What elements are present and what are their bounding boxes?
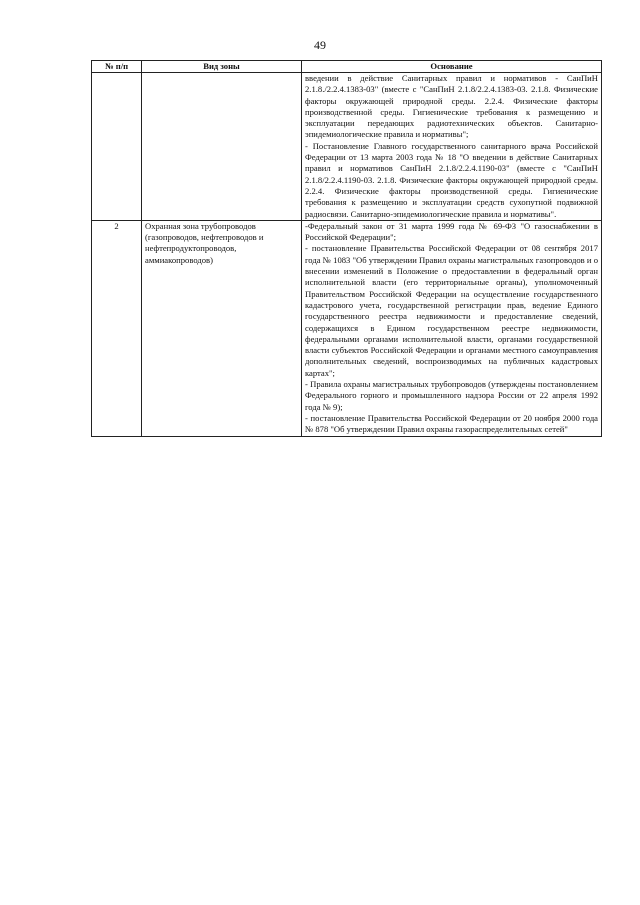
row-basis — [302, 220, 602, 436]
row-basis — [302, 73, 602, 221]
basis-paragraph: - Правила охраны магистральных трубопроводов (утверждены постановлением Федерального горного и промышленного надзора России от 22 апреля 1992 года № 9); — [305, 379, 598, 412]
row-zone-type — [142, 73, 302, 221]
row-number: 2 — [92, 220, 142, 436]
header-number: № п/п — [92, 61, 142, 73]
table-header-row — [92, 61, 602, 73]
basis-paragraph: -Федеральный закон от 31 марта 1999 года № 69-ФЗ "О газоснабжении в Российской Федерации"; — [305, 220, 598, 243]
zones-table — [91, 60, 602, 437]
table-row — [92, 220, 602, 436]
table-row — [92, 73, 602, 221]
basis-paragraph: - постановление Правительства Российской Федерации от 20 ноября 2000 года № 878 "Об утверждении Правил охраны газораспределительных сетей" — [305, 412, 598, 435]
header-basis: Основание — [302, 61, 602, 73]
basis-paragraph: - постановление Правительства Российской Федерации от 08 сентября 2017 года № 1083 "Об утверждении Правил охраны магистральных газопроводов и о внесении изменений в Положение о предоставлении в федеральный орган исполнительной власти (его территориальные органы), уполномоченный Правительством Российской Федерации на осуществление государственного кадастрового учета, государственной регистрации прав, ведение Единого государственного реестра недвижимости и предоставление сведений, содержащихся в Едином государственном реестре недвижимости, федеральными органами исполнительной власти, органами государственной власти субъектов Российской Федерации и органами местного самоуправления дополнительных сведений, воспроизводимых на публичных кадастровых картах"; — [305, 243, 598, 378]
page-number: 49 — [314, 38, 326, 52]
row-number — [92, 73, 142, 221]
header-zone-type: Вид зоны — [142, 61, 302, 73]
row-zone-type: Охранная зона трубопроводов (газопроводов, нефтепроводов и нефтепродуктопроводов, аммиакопроводов) — [142, 220, 302, 436]
basis-paragraph: - Постановление Главного государственного санитарного врача Российской Федерации от 13 марта 2003 года № 18 "О введении в действие Санитарных правил и нормативов СанПиН 2.1.8/2.2.4.1190-03" (вместе с "СанПиН 2.1.8/2.2.4.1190-03. 2.1.8. Физические факторы окружающей природной среды. 2.2.4. Физические факторы производственной среды. Гигиенические требования к размещению и эксплуатации средств сухопутной подвижной радиосвязи. Санитарно-эпидемиологические правила и нормативы". — [305, 140, 598, 219]
basis-paragraph: введении в действие Санитарных правил и нормативов - СанПиН 2.1.8./2.2.4.1383-03" (вместе с "СанПиН 2.1.8/2.2.4.1383-03. 2.1.8. Физические факторы окружающей природной среды. 2.2.4. Физические факторы производственной среды. Гигиенические требования к размещению и эксплуатации передающих радиотехнических объектов. Санитарно-эпидемиологические правила и нормативы"; — [305, 73, 598, 140]
